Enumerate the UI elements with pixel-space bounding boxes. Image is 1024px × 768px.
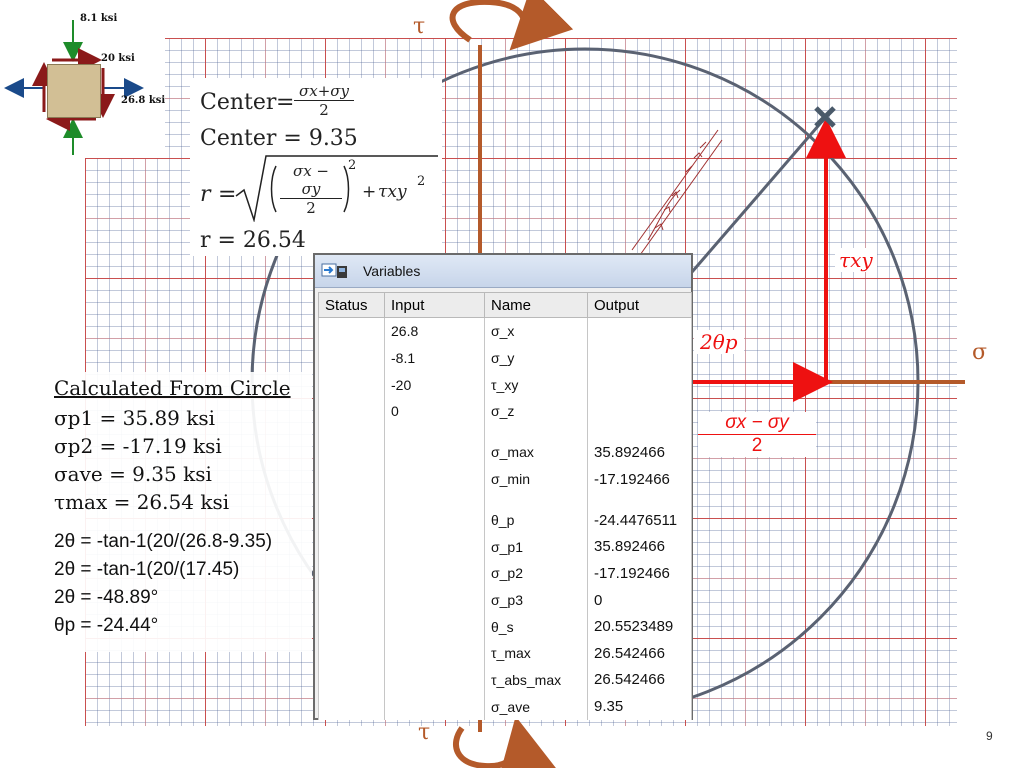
table-row[interactable]: [319, 345, 692, 372]
cell-input[interactable]: [385, 613, 485, 640]
table-row[interactable]: [319, 439, 692, 466]
cell-status: [319, 640, 385, 667]
cell-input[interactable]: 26.8: [385, 318, 485, 345]
cell-name: σ_p1: [485, 534, 588, 561]
cell-output: 26.542466: [588, 667, 692, 694]
cell-status: [319, 534, 385, 561]
r-plus: +: [362, 182, 377, 202]
table-row[interactable]: [319, 640, 692, 667]
cell-status: [319, 439, 385, 466]
cell-input[interactable]: [385, 534, 485, 561]
label-top-load: 8.1 ksi: [80, 13, 118, 24]
table-row[interactable]: [319, 492, 692, 507]
radius-line: [692, 118, 825, 272]
cell-output: -17.192466: [588, 466, 692, 493]
half-diff-denominator: 2: [751, 435, 763, 456]
r-numerator: σx − σy: [280, 162, 342, 199]
calculated-title: Calculated From Circle: [54, 376, 291, 400]
calculated-panel: [50, 372, 312, 652]
table-row[interactable]: [319, 371, 692, 398]
variables-window[interactable]: [313, 253, 693, 720]
cell-name: θ_p: [485, 507, 588, 534]
column-header-status[interactable]: Status: [319, 293, 385, 318]
cell-name: [485, 492, 588, 507]
cell-status: [319, 667, 385, 694]
table-header-row: [319, 293, 692, 318]
rotation-arrow-bottom: [456, 728, 519, 766]
variables-table: [318, 292, 692, 720]
calc-line: 2θ = -48.89°: [54, 587, 159, 608]
center-value: Center = 9.35: [200, 126, 358, 151]
cell-name: σ_z: [485, 398, 588, 425]
cell-name: σ_y: [485, 345, 588, 372]
cell-output: 26.542466: [588, 640, 692, 667]
column-header-output[interactable]: Output: [588, 293, 692, 318]
cell-name: σ_p3: [485, 587, 588, 614]
r-fraction: [280, 162, 342, 217]
cell-output: -17.192466: [588, 560, 692, 587]
cell-input[interactable]: -8.1: [385, 345, 485, 372]
two-theta-label: 2θp: [694, 330, 744, 354]
table-row[interactable]: [319, 667, 692, 694]
cell-status: [319, 492, 385, 507]
half-diff-numerator: σx − σy: [698, 412, 816, 435]
table-row[interactable]: [319, 425, 692, 440]
cell-input[interactable]: [385, 466, 485, 493]
cell-status: [319, 507, 385, 534]
cell-input[interactable]: [385, 439, 485, 466]
variables-icon: [321, 262, 349, 280]
cell-name: [485, 425, 588, 440]
calc-line: 2θ = -tan-1(20/(17.45): [54, 559, 240, 580]
column-header-input[interactable]: Input: [385, 293, 485, 318]
cell-status: [319, 398, 385, 425]
cell-output: 35.892466: [588, 534, 692, 561]
cell-name: θ_s: [485, 613, 588, 640]
cell-status: [319, 560, 385, 587]
calc-line: σp2 = -17.19 ksi: [54, 434, 222, 458]
cell-status: [319, 587, 385, 614]
calc-line: 2θ = -tan-1(20/(26.8-9.35): [54, 531, 273, 552]
table-row[interactable]: [319, 534, 692, 561]
variables-title-bar[interactable]: [315, 255, 691, 288]
r-tau-exponent: 2: [417, 174, 426, 189]
cell-status: [319, 318, 385, 345]
center-fraction: [294, 82, 354, 119]
formula-panel: [190, 78, 442, 256]
center-numerator: σx+σy: [294, 82, 354, 101]
handwritten-sketch: [632, 130, 722, 255]
cell-name: σ_min: [485, 466, 588, 493]
calc-line: σp1 = 35.89 ksi: [54, 406, 216, 430]
stress-point-marker: [816, 108, 834, 126]
cell-input[interactable]: [385, 640, 485, 667]
cell-status: [319, 613, 385, 640]
cell-output: [588, 492, 692, 507]
cell-status: [319, 425, 385, 440]
cell-output: [588, 398, 692, 425]
calc-line: σave = 9.35 ksi: [54, 462, 212, 486]
cell-input[interactable]: [385, 667, 485, 694]
cell-status: [319, 345, 385, 372]
tau-xy-label: τxy: [835, 248, 877, 272]
cell-name: τ_abs_max: [485, 667, 588, 694]
cell-output: [588, 345, 692, 372]
cell-name: τ_xy: [485, 371, 588, 398]
stress-element-square: [47, 64, 101, 118]
cell-input[interactable]: [385, 693, 485, 720]
cell-status: [319, 466, 385, 493]
r-value: r = 26.54: [200, 228, 306, 253]
r-tau-xy: τxy: [378, 182, 407, 202]
cell-output: 35.892466: [588, 439, 692, 466]
cell-name: σ_p2: [485, 560, 588, 587]
center-equals: =: [276, 90, 295, 115]
rotation-arrow-top: [453, 2, 525, 42]
cell-input[interactable]: [385, 560, 485, 587]
table-row[interactable]: [319, 507, 692, 534]
cell-input[interactable]: [385, 425, 485, 440]
half-diff-fraction: [698, 412, 816, 457]
table-row[interactable]: [319, 318, 692, 345]
cell-name: σ_ave: [485, 693, 588, 720]
label-shear: 20 ksi: [101, 53, 135, 64]
cell-status: [319, 371, 385, 398]
variables-title: Variables: [363, 263, 421, 279]
cell-name: σ_max: [485, 439, 588, 466]
cell-output: [588, 425, 692, 440]
cell-status: [319, 693, 385, 720]
cell-input[interactable]: [385, 587, 485, 614]
cell-input[interactable]: [385, 492, 485, 507]
calc-line: τmax = 26.54 ksi: [54, 490, 230, 514]
label-right-load: 26.8 ksi: [121, 95, 166, 106]
cell-input[interactable]: 0: [385, 398, 485, 425]
page-number: 9: [986, 729, 993, 743]
cell-output: 0: [588, 587, 692, 614]
sigma-axis-label: σ: [972, 340, 988, 365]
table-row[interactable]: [319, 613, 692, 640]
center-word: Center: [200, 90, 277, 115]
r-equals: =: [218, 182, 237, 207]
column-header-name[interactable]: Name: [485, 293, 588, 318]
table-row[interactable]: [319, 398, 692, 425]
cell-output: [588, 371, 692, 398]
r-denominator: 2: [306, 199, 316, 217]
cell-input[interactable]: [385, 507, 485, 534]
cell-output: 20.5523489: [588, 613, 692, 640]
cell-output: 9.35: [588, 693, 692, 720]
tau-axis-label-bottom: τ: [418, 720, 431, 745]
tau-axis-label-top: τ: [413, 14, 426, 39]
calc-line: θp = -24.44°: [54, 615, 159, 636]
table-row[interactable]: [319, 587, 692, 614]
r-exponent: 2: [348, 158, 357, 173]
table-row[interactable]: [319, 560, 692, 587]
cell-name: σ_x: [485, 318, 588, 345]
r-symbol: r: [200, 182, 211, 207]
variables-table-body: [319, 318, 692, 721]
cell-output: -24.4476511: [588, 507, 692, 534]
cell-output: [588, 318, 692, 345]
cell-input[interactable]: -20: [385, 371, 485, 398]
table-row[interactable]: [319, 693, 692, 720]
cell-name: τ_max: [485, 640, 588, 667]
table-row[interactable]: [319, 466, 692, 493]
center-denominator: 2: [319, 101, 329, 119]
